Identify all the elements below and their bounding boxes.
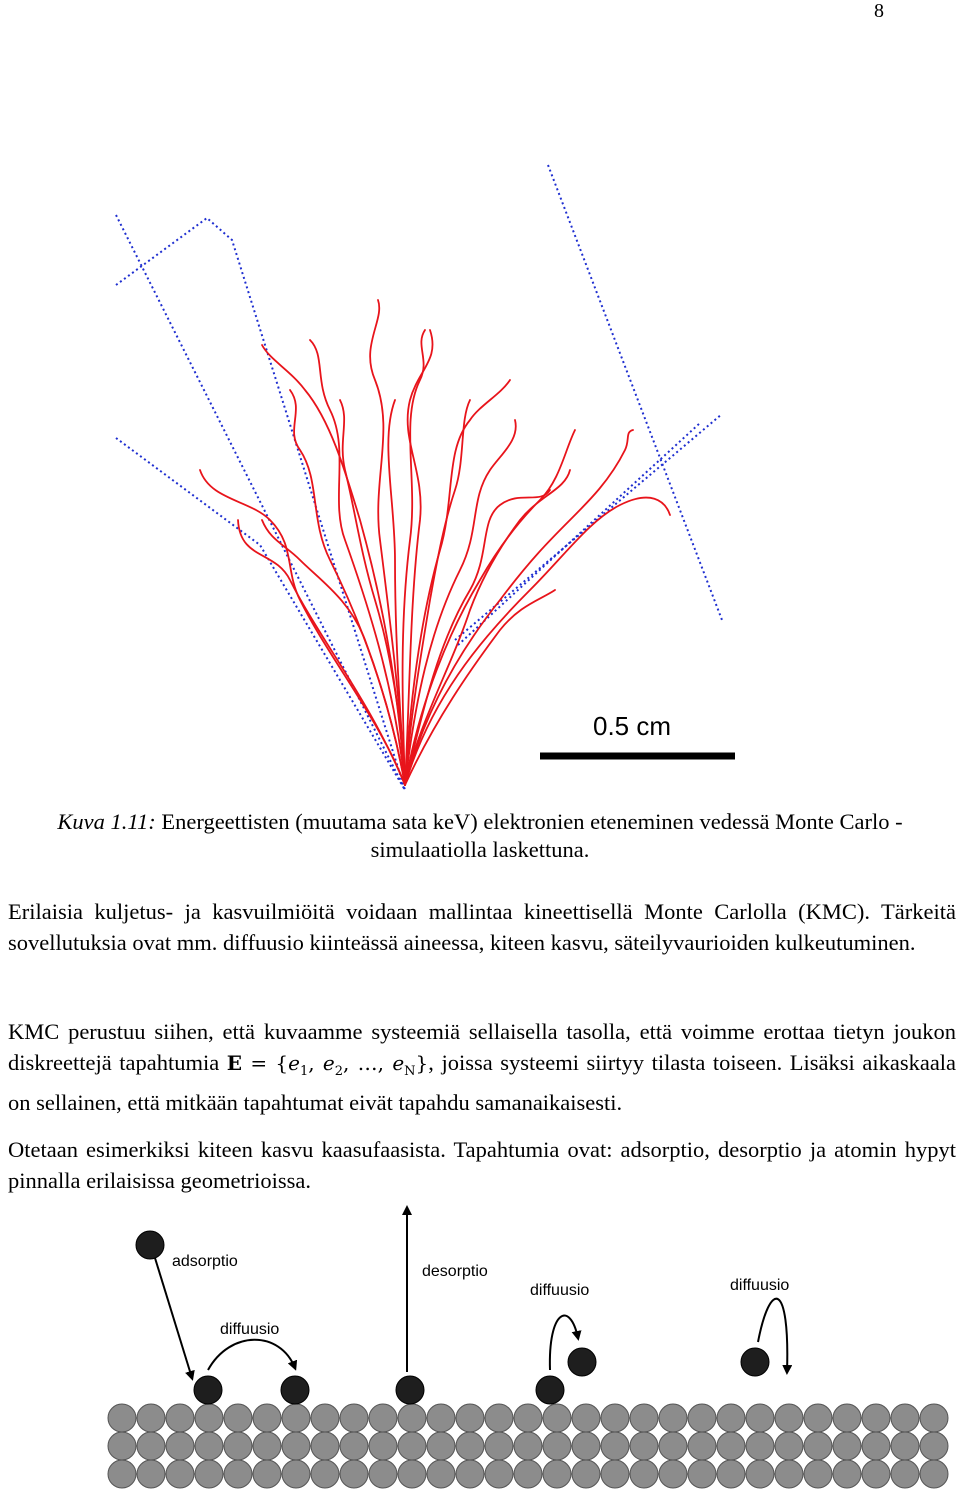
substrate-atom — [572, 1432, 600, 1460]
substrate-atom — [862, 1432, 890, 1460]
substrate-atom — [833, 1432, 861, 1460]
substrate-lattice — [108, 1404, 948, 1488]
electron-track — [405, 400, 470, 785]
substrate-atom — [775, 1432, 803, 1460]
adsorption-arrow — [155, 1258, 192, 1378]
substrate-atom — [137, 1460, 165, 1488]
guide-line — [548, 165, 722, 620]
substrate-atom — [224, 1432, 252, 1460]
substrate-atom — [456, 1404, 484, 1432]
label-diffuusio: diffuusio — [730, 1277, 790, 1294]
substrate-atom — [166, 1460, 194, 1488]
diffusion-arrow — [208, 1340, 295, 1370]
scale-bar-label: 0.5 cm — [593, 711, 672, 741]
substrate-atom — [717, 1460, 745, 1488]
paragraph-kmc-basis — [8, 1016, 956, 1118]
adatom — [741, 1348, 769, 1376]
paragraph-text: KMC perustuu siihen, että kuvaamme systeemiä sellaisella tasolla, että voimme erottaa tietyn joukon diskreettejä tapahtumia — [8, 1019, 956, 1075]
substrate-atom — [804, 1432, 832, 1460]
substrate-atom — [311, 1460, 339, 1488]
substrate-atom — [775, 1404, 803, 1432]
substrate-atom — [398, 1404, 426, 1432]
math-symbol: e — [392, 1051, 405, 1075]
substrate-atom — [485, 1460, 513, 1488]
substrate-atom — [427, 1404, 455, 1432]
label-diffuusio: diffuusio — [530, 1282, 590, 1299]
substrate-atom — [746, 1432, 774, 1460]
substrate-atom — [891, 1460, 919, 1488]
process-arrows — [155, 1208, 790, 1378]
substrate-atom — [253, 1432, 281, 1460]
substrate-atom — [311, 1404, 339, 1432]
substrate-atom — [572, 1460, 600, 1488]
substrate-atom — [659, 1404, 687, 1432]
substrate-atom — [688, 1404, 716, 1432]
substrate-atom — [920, 1404, 948, 1432]
substrate-atom — [601, 1460, 629, 1488]
label-adsorptio: adsorptio — [172, 1253, 238, 1270]
math-symbol: … — [357, 1051, 378, 1075]
math-subscript: 1 — [299, 1064, 309, 1079]
substrate-atom — [601, 1404, 629, 1432]
substrate-atom — [485, 1432, 513, 1460]
substrate-atom — [485, 1404, 513, 1432]
label-desorptio: desorptio — [422, 1263, 488, 1280]
substrate-atom — [108, 1404, 136, 1432]
substrate-atom — [804, 1460, 832, 1488]
adatom — [396, 1376, 424, 1404]
substrate-atom — [398, 1460, 426, 1488]
substrate-atom — [166, 1404, 194, 1432]
paragraph-kmc-intro: Erilaisia kuljetus- ja kasvuilmiöitä voidaan mallintaa kineettisellä Monte Carlolla (KMC). Tärkeitä sovellutuksia ovat mm. diffuusio kiinteässä aineessa, kiteen kasvu, säteilyvaurioiden kulkeutuminen. — [8, 899, 956, 955]
math-subscript: N — [404, 1064, 416, 1079]
substrate-atom — [891, 1432, 919, 1460]
substrate-atom — [224, 1460, 252, 1488]
substrate-atom — [195, 1460, 223, 1488]
adatom — [568, 1348, 596, 1376]
substrate-atom — [282, 1432, 310, 1460]
substrate-atom — [340, 1432, 368, 1460]
substrate-atom — [746, 1404, 774, 1432]
substrate-atom — [369, 1432, 397, 1460]
math-symbol: E — [226, 1051, 243, 1075]
caption-prefix: Kuva 1.11: — [57, 809, 156, 834]
substrate-atom — [456, 1432, 484, 1460]
substrate-atom — [253, 1460, 281, 1488]
substrate-atom — [543, 1404, 571, 1432]
substrate-atom — [195, 1432, 223, 1460]
substrate-atom — [688, 1460, 716, 1488]
substrate-atom — [456, 1460, 484, 1488]
substrate-atom — [224, 1404, 252, 1432]
substrate-atom — [862, 1404, 890, 1432]
guide-line — [116, 218, 405, 790]
substrate-atom — [253, 1404, 281, 1432]
label-diffuusio: diffuusio — [220, 1321, 280, 1338]
substrate-atom — [804, 1404, 832, 1432]
substrate-atom — [891, 1404, 919, 1432]
substrate-atom — [166, 1432, 194, 1460]
gas-atom — [136, 1231, 164, 1259]
substrate-atom — [717, 1432, 745, 1460]
substrate-atom — [833, 1404, 861, 1432]
substrate-atom — [659, 1432, 687, 1460]
caption-text: Energeettisten (muutama sata keV) elektronien eteneminen vedessä Monte Carlo -simulaatiolla laskettuna. — [161, 809, 903, 862]
math-symbol: = { — [250, 1051, 289, 1075]
adatom — [194, 1376, 222, 1404]
substrate-atom — [717, 1404, 745, 1432]
substrate-atom — [688, 1432, 716, 1460]
surface-processes-figure — [0, 1190, 960, 1495]
figure-caption — [8, 808, 952, 864]
adatom — [536, 1376, 564, 1404]
substrate-atom — [340, 1404, 368, 1432]
event-set-formula: $E = \{e_1$, $e_2$, …, $e_N$} — [226, 1051, 429, 1079]
paragraph-crystal-growth: Otetaan esimerkiksi kiteen kasvu kaasufaasista. Tapahtumia ovat: adsorptio, desorptio ja atomin hypyt pinnalla erilaisissa geometrioissa. — [8, 1137, 956, 1193]
math-symbol: e — [288, 1051, 300, 1075]
guide-line — [116, 438, 405, 790]
substrate-atom — [427, 1460, 455, 1488]
page-number: 8 — [874, 0, 884, 22]
substrate-atom — [108, 1432, 136, 1460]
substrate-atom — [398, 1432, 426, 1460]
adatom — [281, 1376, 309, 1404]
substrate-atom — [543, 1460, 571, 1488]
substrate-atom — [369, 1460, 397, 1488]
substrate-atom — [340, 1460, 368, 1488]
substrate-atom — [311, 1432, 339, 1460]
substrate-atom — [282, 1460, 310, 1488]
substrate-atom — [601, 1432, 629, 1460]
substrate-atom — [195, 1404, 223, 1432]
substrate-atom — [137, 1404, 165, 1432]
substrate-atom — [369, 1404, 397, 1432]
substrate-atom — [514, 1460, 542, 1488]
substrate-atom — [630, 1460, 658, 1488]
substrate-atom — [920, 1432, 948, 1460]
math-symbol: e — [322, 1051, 335, 1075]
substrate-atom — [514, 1432, 542, 1460]
substrate-atom — [137, 1432, 165, 1460]
substrate-atom — [514, 1404, 542, 1432]
substrate-atom — [920, 1460, 948, 1488]
paragraph-text: , joissa systeemi siirtyy tilasta toiseen. Lisäksi aikaskaala on sellainen, että mitkään tapahtumat eivät tapahdu samanaikaisesti. — [8, 1050, 957, 1115]
substrate-atom — [282, 1404, 310, 1432]
substrate-atom — [775, 1460, 803, 1488]
substrate-atom — [108, 1460, 136, 1488]
electron-track — [405, 430, 575, 785]
guide-line — [458, 423, 700, 645]
substrate-atom — [862, 1460, 890, 1488]
substrate-atom — [659, 1460, 687, 1488]
substrate-atom — [746, 1460, 774, 1488]
substrate-atom — [833, 1460, 861, 1488]
substrate-atom — [543, 1432, 571, 1460]
math-symbol: } — [415, 1051, 429, 1075]
math-subscript: 2 — [334, 1064, 344, 1079]
substrate-atom — [630, 1404, 658, 1432]
substrate-atom — [630, 1432, 658, 1460]
substrate-atom — [572, 1404, 600, 1432]
substrate-atom — [427, 1432, 455, 1460]
